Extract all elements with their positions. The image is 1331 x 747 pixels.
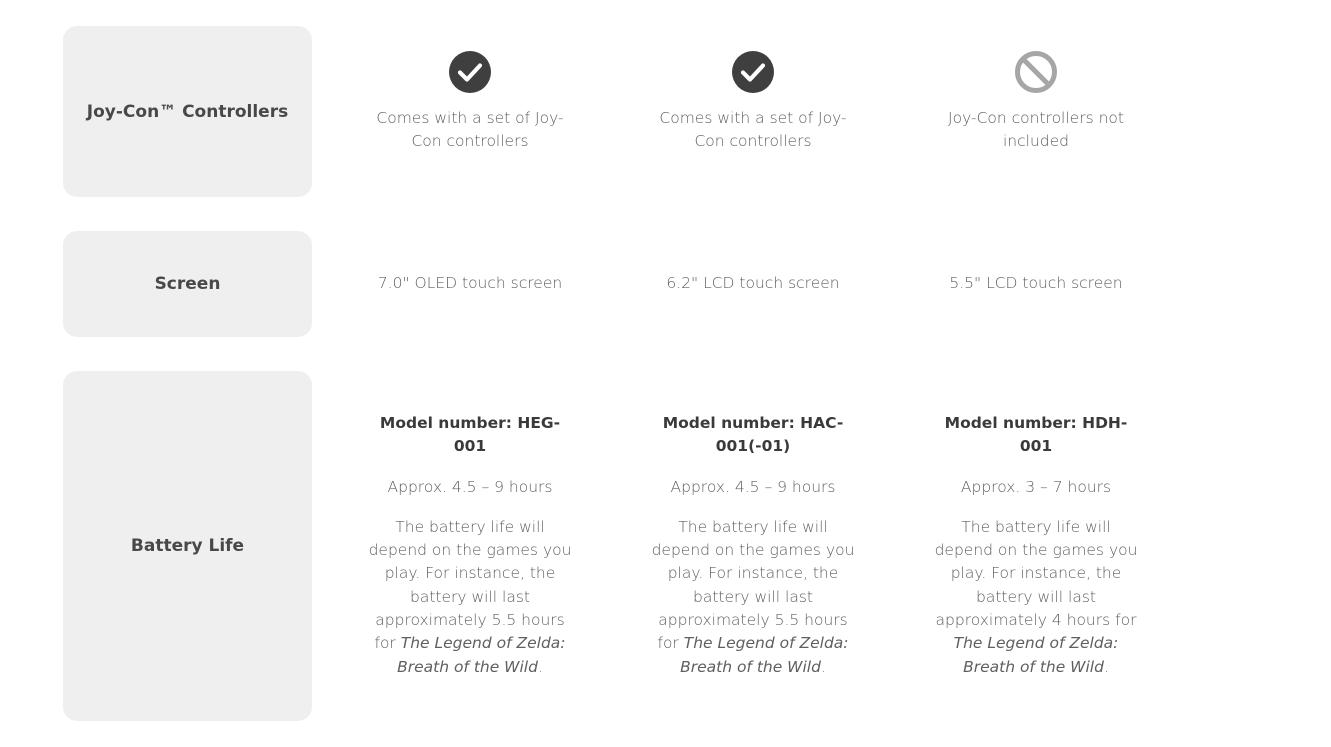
cell-text: 7.0" OLED touch screen — [377, 274, 563, 292]
battery-description: The battery life will depend on the games you play. For instance, the battery will last approximately 4 hours for The Legend of Zelda: Breath of the Wild. — [934, 517, 1138, 676]
cell-screen-lite — [931, 272, 1141, 295]
row-label: Battery Life — [130, 536, 245, 556]
row-label: Screen — [154, 274, 221, 294]
cell-screen-oled — [365, 272, 575, 295]
cell-joycon-lite — [931, 50, 1141, 154]
model-number: Model number: HDH-001 — [944, 414, 1128, 456]
cell-text: Comes with a set of Joy-Con controllers — [376, 109, 564, 151]
check-circle-icon — [448, 50, 492, 94]
game-title: The Legend of Zelda: Breath of the Wild — [397, 634, 566, 676]
cell-joycon-standard — [648, 50, 858, 154]
cell-text: Comes with a set of Joy-Con controllers — [659, 109, 847, 151]
game-title: The Legend of Zelda: Breath of the Wild — [953, 634, 1119, 676]
row-label-box — [63, 231, 312, 337]
cell-battery-oled — [365, 412, 575, 679]
check-circle-icon — [731, 50, 775, 94]
cell-screen-standard — [648, 272, 858, 295]
no-entry-icon — [1014, 50, 1058, 94]
row-label: Joy-Con™ Controllers — [86, 101, 289, 122]
cell-battery-lite — [931, 412, 1141, 679]
row-label-box — [63, 371, 312, 721]
battery-description: The battery life will depend on the games you play. For instance, the battery will last approximately 5.5 hours for The Legend of Zelda: Breath of the Wild. — [651, 517, 855, 676]
battery-hours: Approx. 4.5 – 9 hours — [387, 477, 553, 496]
battery-description: The battery life will depend on the games you play. For instance, the battery will last approximately 5.5 hours for The Legend of Zelda: Breath of the Wild. — [368, 517, 572, 676]
row-label-box — [63, 26, 312, 197]
game-title: The Legend of Zelda: Breath of the Wild — [680, 634, 849, 676]
cell-text: Joy-Con controllers not included — [948, 109, 1124, 151]
cell-text: 5.5" LCD touch screen — [949, 274, 1123, 292]
model-number: Model number: HAC-001(-01) — [662, 414, 844, 456]
cell-text: 6.2" LCD touch screen — [666, 274, 840, 292]
battery-hours: Approx. 4.5 – 9 hours — [670, 477, 836, 496]
model-number: Model number: HEG-001 — [379, 414, 561, 456]
cell-battery-standard — [648, 412, 858, 679]
battery-hours: Approx. 3 – 7 hours — [960, 477, 1112, 496]
cell-joycon-oled — [365, 50, 575, 154]
